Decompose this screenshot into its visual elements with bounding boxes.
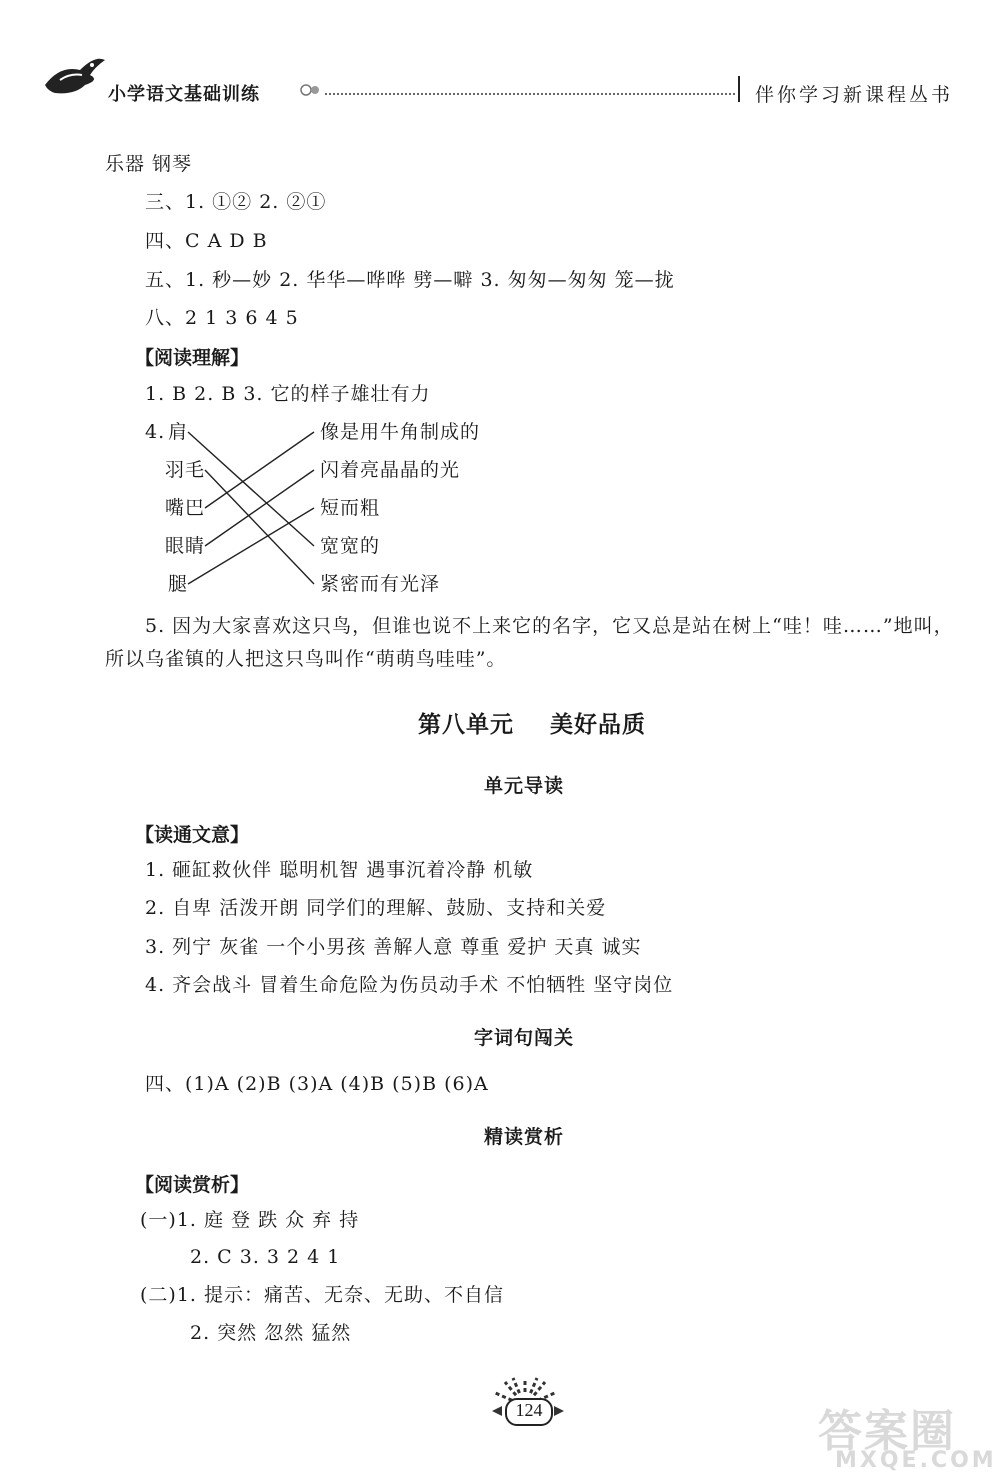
page-number: 124 xyxy=(515,1400,543,1420)
answer-line: 2. C 3. 3 2 4 1 xyxy=(190,1246,341,1268)
match-left-item: 肩 xyxy=(168,421,189,443)
match-right-item: 宽宽的 xyxy=(320,535,381,557)
section-title-words: 字词句闯关 xyxy=(474,1027,575,1049)
answer-line: 四、C A D B xyxy=(145,230,268,252)
match-line xyxy=(188,508,314,584)
match-right-item: 闪着亮晶晶的光 xyxy=(320,459,461,481)
answer-line: 三、1. ①② 2. ②① xyxy=(145,191,327,213)
match-left-item: 嘴巴 xyxy=(165,497,206,519)
watermark-url: MXQE.COM xyxy=(835,1448,997,1473)
match-left-item: 眼睛 xyxy=(165,535,206,557)
match-left-item: 羽毛 xyxy=(165,459,206,481)
section-title-guide: 单元导读 xyxy=(484,775,565,797)
answer-line: 5. 因为大家喜欢这只鸟，但谁也说不上来它的名字，它又总是站在树上“哇！哇……”地叫， xyxy=(145,615,954,637)
answer-line: 四、(1)A (2)B (3)A (4)B (5)B (6)A xyxy=(145,1073,489,1095)
answer-line: 1. B 2. B 3. 它的样子雄壮有力 xyxy=(145,383,431,405)
book-title: 小学语文基础训练 xyxy=(108,84,260,105)
matching-lines xyxy=(0,0,1000,620)
q4-label: 4. xyxy=(145,421,166,443)
match-right-item: 紧密而有光泽 xyxy=(320,573,441,595)
arrow-ornament-icon xyxy=(490,1403,566,1419)
subsection-title: 【阅读赏析】 xyxy=(135,1174,250,1196)
match-left-item: 腿 xyxy=(168,573,189,595)
watermark-logo: 答案圈 xyxy=(818,1406,956,1457)
answer-line: (二)1. 提示：痛苦、无奈、无助、不自信 xyxy=(140,1284,504,1306)
section-title-intensive: 精读赏析 xyxy=(484,1126,565,1148)
answer-line: 乐器 钢琴 xyxy=(105,153,193,175)
unit-title: 第八单元 美好品质 xyxy=(418,712,647,738)
answer-line: 八、2 1 3 6 4 5 xyxy=(145,307,299,329)
answer-line: 4. 齐会战斗 冒着生命危险为伤员动手术 不怕牺牲 坚守岗位 xyxy=(145,974,674,996)
answer-line: 2. 突然 忽然 猛然 xyxy=(190,1322,352,1344)
section-title-reading: 【阅读理解】 xyxy=(135,347,250,369)
subsection-title: 【读通文意】 xyxy=(135,824,250,846)
match-right-item: 像是用牛角制成的 xyxy=(320,421,481,443)
match-line xyxy=(205,470,314,584)
answer-line: (一)1. 庭 登 跌 众 弃 持 xyxy=(140,1209,360,1231)
answer-line: 3. 列宁 灰雀 一个小男孩 善解人意 尊重 爱护 天真 诚实 xyxy=(145,936,642,958)
answer-line: 2. 自卑 活泼开朗 同学们的理解、鼓励、支持和关爱 xyxy=(145,897,607,919)
answer-line: 所以乌雀镇的人把这只鸟叫作“萌萌鸟哇哇”。 xyxy=(105,648,507,670)
match-line xyxy=(188,432,314,546)
match-line xyxy=(205,470,314,546)
answer-line: 五、1. 秒—妙 2. 华华—哗哗 劈—噼 3. 匆匆—匆匆 笼—拢 xyxy=(145,269,675,291)
match-right-item: 短而粗 xyxy=(320,497,381,519)
series-name: 伴你学习新课程丛书 xyxy=(755,84,954,106)
answer-line: 1. 砸缸救伙伴 聪明机智 遇事沉着冷静 机敏 xyxy=(145,859,534,881)
